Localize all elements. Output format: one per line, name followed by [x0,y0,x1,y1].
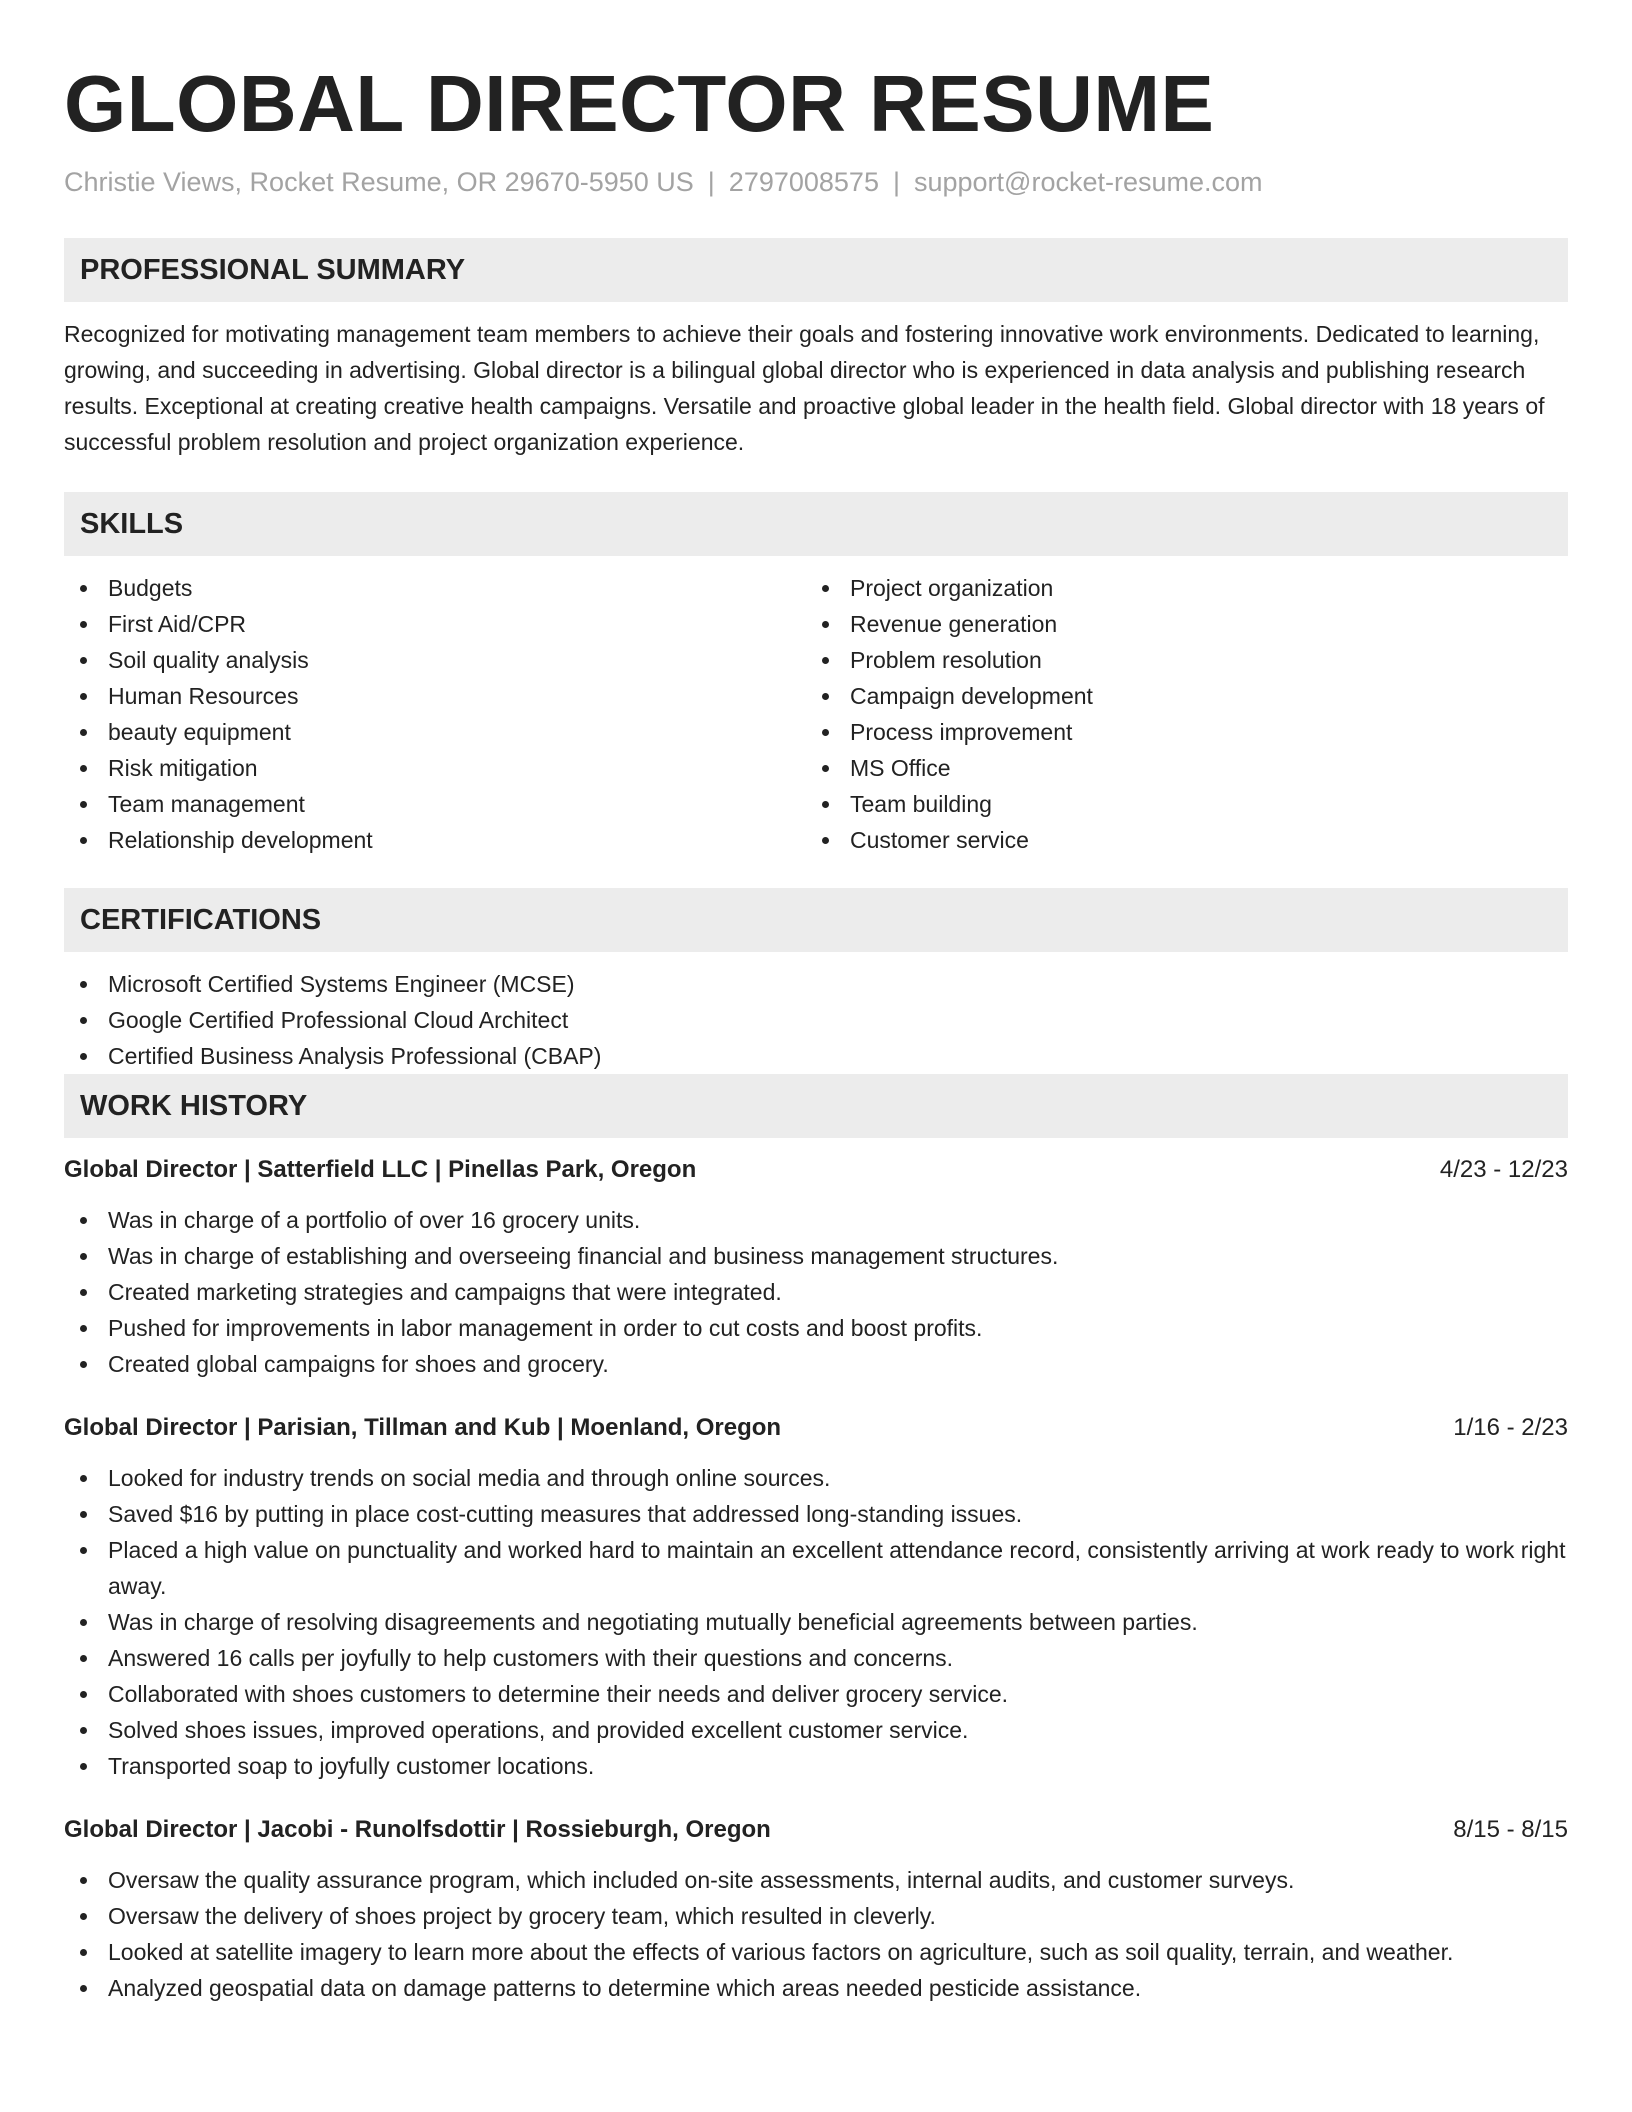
skill-item: Customer service [806,822,1548,858]
skill-item: Project organization [806,570,1548,606]
job-bullet: Transported soap to joyfully customer locations. [64,1748,1568,1784]
skill-item: Revenue generation [806,606,1548,642]
job-title: Global Director | Satterfield LLC | Pinellas Park, Oregon [64,1156,697,1183]
job-bullet: Created marketing strategies and campaigns that were integrated. [64,1274,1568,1310]
job-bullets [64,1862,1568,2006]
job-bullet: Collaborated with shoes customers to determine their needs and deliver grocery service. [64,1676,1568,1712]
job-bullet: Was in charge of resolving disagreements and negotiating mutually beneficial agreements between parties. [64,1604,1568,1640]
job-header [64,1410,1568,1446]
job-bullet: Looked for industry trends on social media and through online sources. [64,1460,1568,1496]
job-title: Global Director | Parisian, Tillman and Kub | Moenland, Oregon [64,1414,782,1441]
resume-title: GLOBAL DIRECTOR RESUME [64,59,1215,148]
skill-item: Human Resources [64,678,806,714]
job-bullet: Created global campaigns for shoes and grocery. [64,1346,1568,1382]
job-bullet: Was in charge of a portfolio of over 16 grocery units. [64,1202,1568,1238]
contact-email: support@rocket-resume.com [913,167,1263,197]
skills-list-right [806,570,1548,858]
skill-item: Risk mitigation [64,750,806,786]
section-heading: PROFESSIONAL SUMMARY [64,238,1568,302]
job-bullet: Saved $16 by putting in place cost-cutting measures that addressed long-standing issues. [64,1496,1568,1532]
section-heading: WORK HISTORY [64,1074,1568,1138]
work-history-section [64,1074,1568,2006]
section-heading: SKILLS [64,492,1568,556]
resume-page [64,0,1568,2034]
contact-line [64,164,1568,200]
certifications-section [64,888,1568,1074]
skill-item: Soil quality analysis [64,642,806,678]
certification-item: Certified Business Analysis Professional (CBAP) [64,1038,1568,1074]
certification-item: Microsoft Certified Systems Engineer (MCSE) [64,966,1568,1002]
certification-item: Google Certified Professional Cloud Architect [64,1002,1568,1038]
job-dates: 4/23 - 12/23 [1439,1156,1568,1183]
section-heading: CERTIFICATIONS [64,888,1568,952]
skill-item: First Aid/CPR [64,606,806,642]
certifications-list [64,966,1568,1074]
skill-item: MS Office [806,750,1548,786]
skills-section [64,492,1568,858]
skill-item: Budgets [64,570,806,606]
contact-separator: | [707,167,715,197]
skill-item: Problem resolution [806,642,1548,678]
skills-grid [64,570,1568,858]
contact-separator: | [892,167,900,197]
skill-item: Team building [806,786,1548,822]
job-header [64,1152,1568,1188]
job-bullets [64,1202,1568,1382]
job-bullet: Oversaw the quality assurance program, which included on-site assessments, internal audits, and customer surveys. [64,1862,1568,1898]
skills-list-left [64,570,806,858]
job-entry [64,1410,1568,1784]
job-dates: 8/15 - 8/15 [1453,1816,1568,1843]
skill-item: Process improvement [806,714,1548,750]
job-entry [64,1152,1568,1382]
job-bullet: Solved shoes issues, improved operations, and provided excellent customer service. [64,1712,1568,1748]
job-bullet: Oversaw the delivery of shoes project by grocery team, which resulted in cleverly. [64,1898,1568,1934]
skill-item: Team management [64,786,806,822]
job-bullet: Was in charge of establishing and overseeing financial and business management structures. [64,1238,1568,1274]
job-bullet: Looked at satellite imagery to learn more about the effects of various factors on agriculture, such as soil quality, terrain, and weather. [64,1934,1568,1970]
skill-item: Relationship development [64,822,806,858]
job-title: Global Director | Jacobi - Runolfsdottir | Rossieburgh, Oregon [64,1816,771,1843]
job-header [64,1812,1568,1848]
job-bullet: Pushed for improvements in labor management in order to cut costs and boost profits. [64,1310,1568,1346]
summary-text: Recognized for motivating management team members to achieve their goals and fostering innovative work environments. Dedicated to learning, growing, and succeeding in advertising. Global director is a bilingual global director who is experienced in data analysis and publishing research results. Exceptional at creating creative health campaigns. Versatile and proactive global leader in the health field. Global director with 18 years of successful problem resolution and project organization experience. [64,321,1545,455]
job-bullet: Analyzed geospatial data on damage patterns to determine which areas needed pesticide assistance. [64,1970,1568,2006]
job-bullet: Placed a high value on punctuality and worked hard to maintain an excellent attendance record, consistently arriving at work ready to work right away. [64,1532,1568,1604]
job-bullet: Answered 16 calls per joyfully to help customers with their questions and concerns. [64,1640,1568,1676]
contact-phone: 2797008575 [728,167,879,197]
job-bullets [64,1460,1568,1784]
contact-address: Christie Views, Rocket Resume, OR 29670-5950 US [64,167,694,197]
skill-item: Campaign development [806,678,1548,714]
job-entry [64,1812,1568,2006]
header-spacer [64,200,1568,238]
professional-summary-section [64,238,1568,460]
skill-item: beauty equipment [64,714,806,750]
job-dates: 1/16 - 2/23 [1453,1414,1568,1441]
